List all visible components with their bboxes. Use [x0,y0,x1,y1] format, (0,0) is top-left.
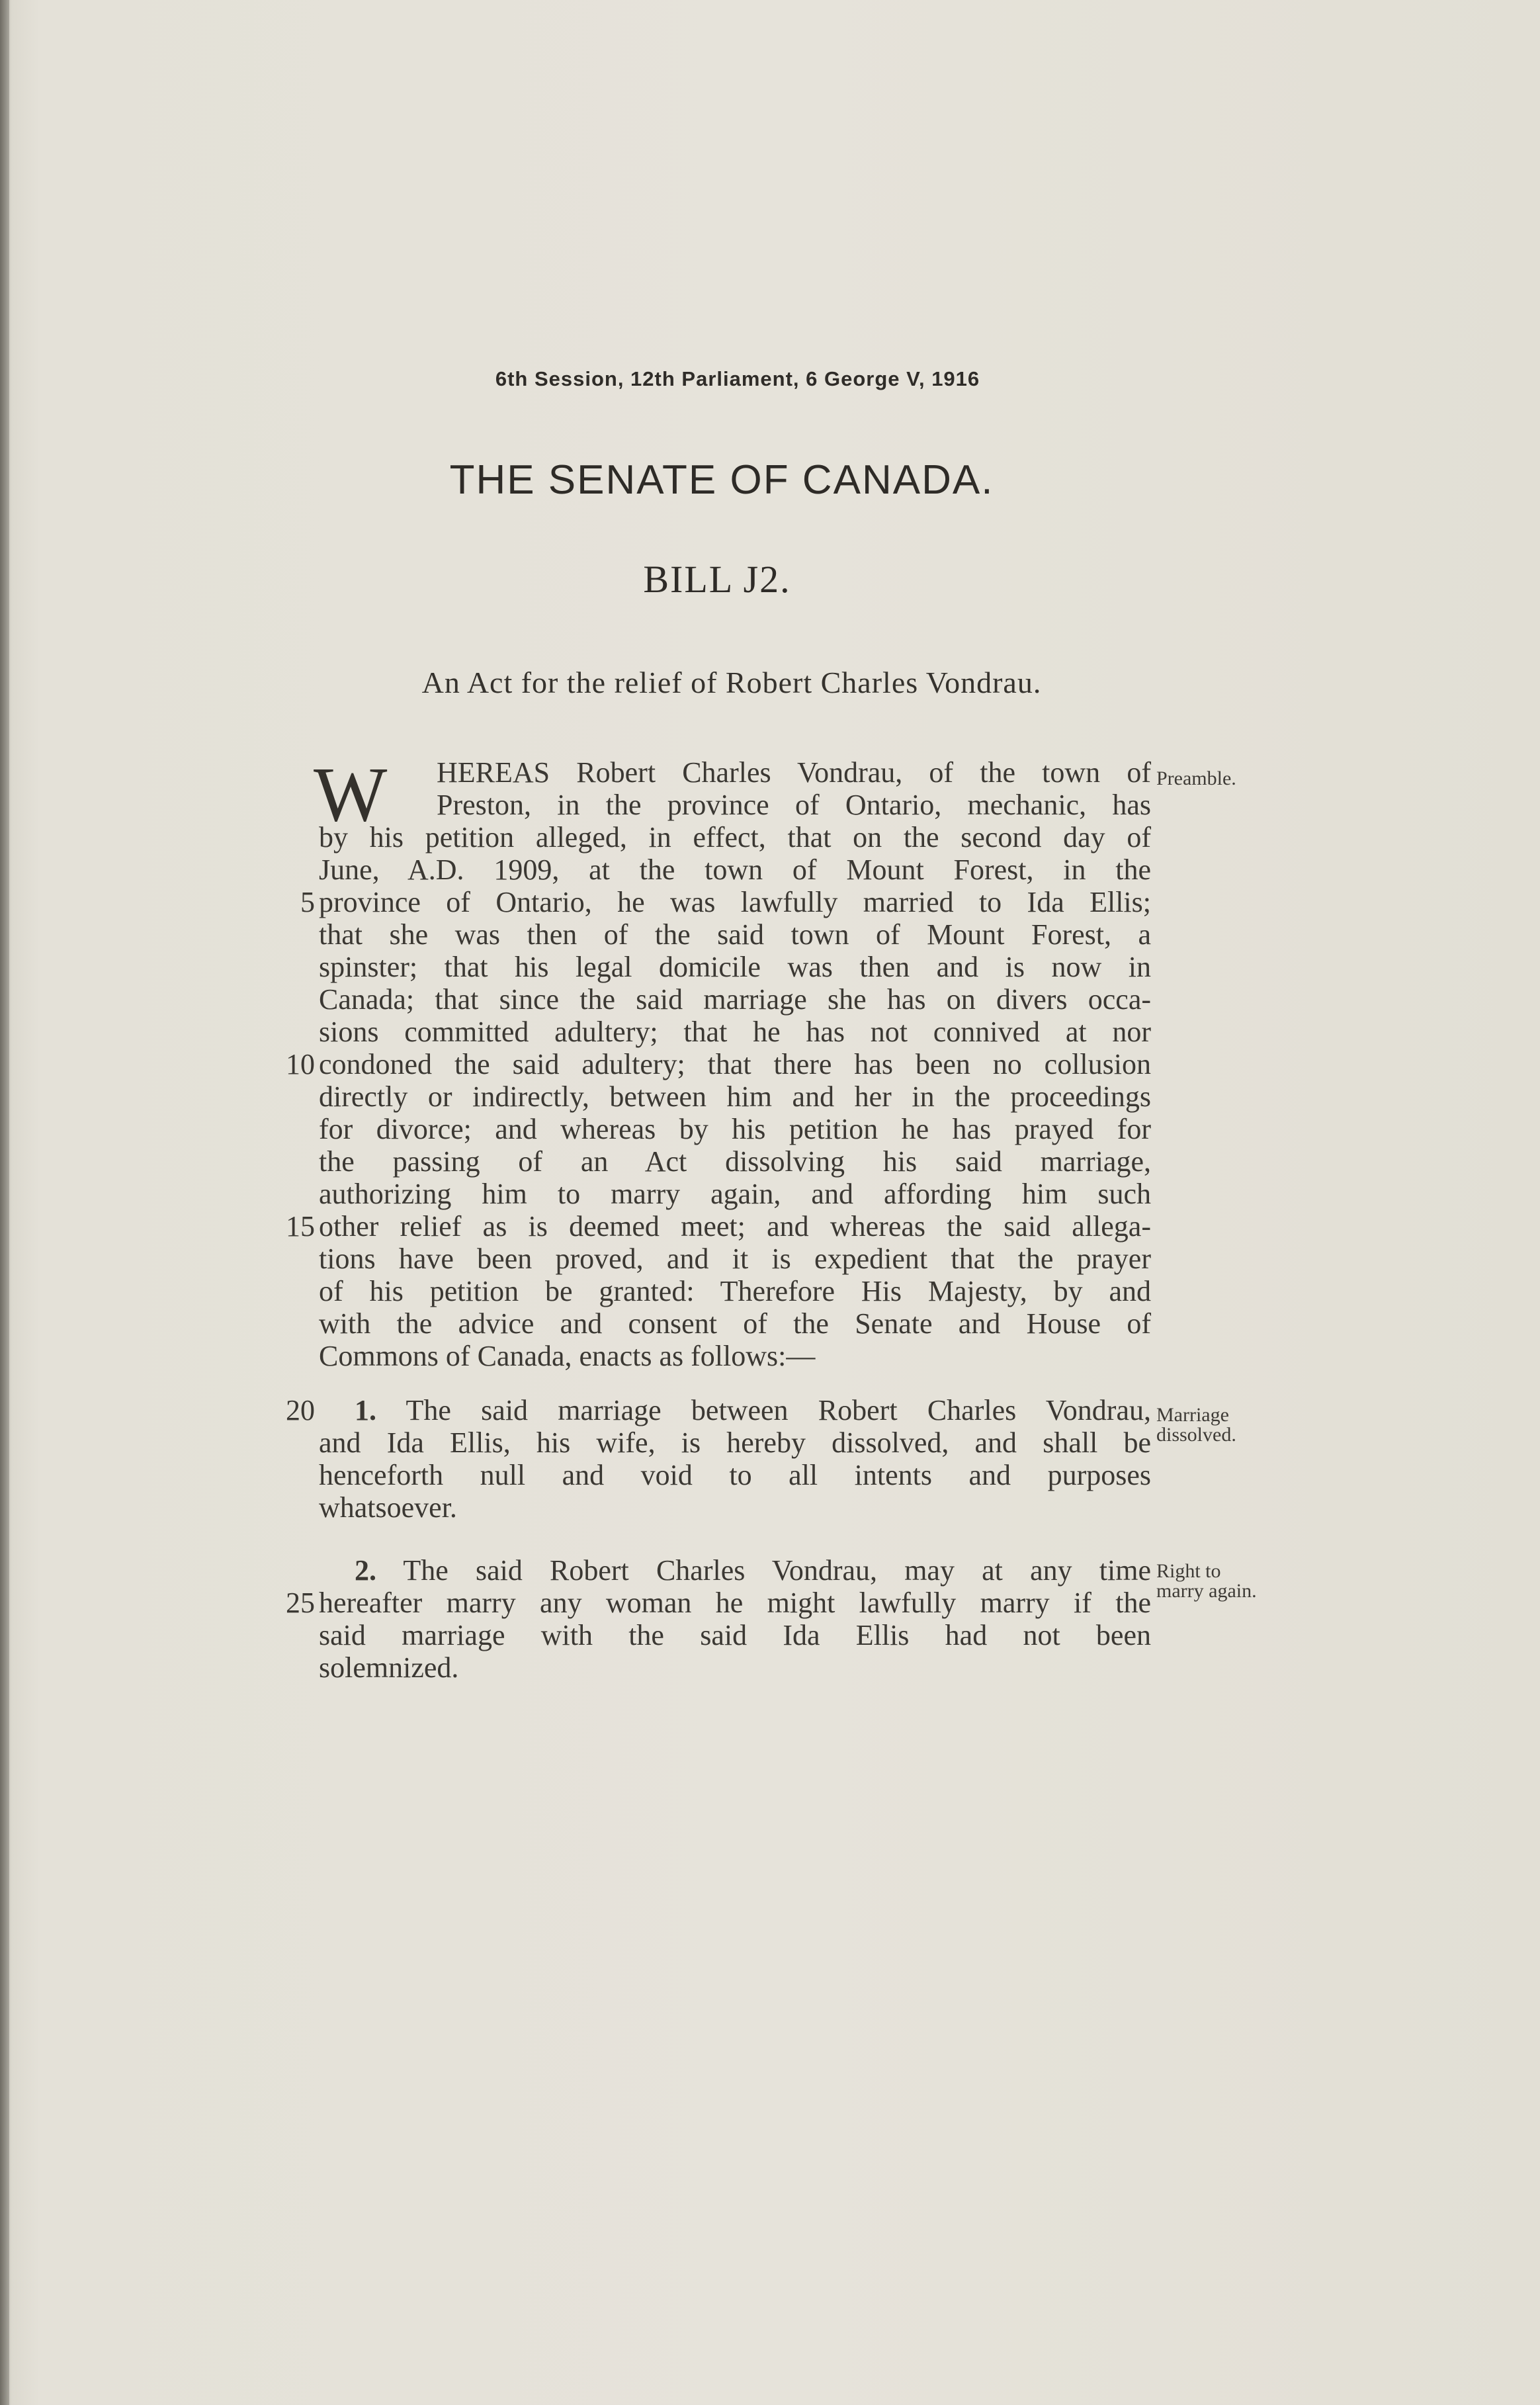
preamble-line-19: Commons of Canada, enacts as follows:— [319,1340,816,1372]
preamble-line-2: Preston, in the province of Ontario, mechanic, has [437,789,1151,821]
preamble-line-6: that she was then of the said town of Mount Forest, a [319,918,1151,951]
preamble-line-1: HEREAS Robert Charles Vondrau, of the town of [437,756,1151,789]
preamble-line-10: condoned the said adultery; that there has been no collusion [319,1048,1151,1080]
preamble-line-9: sions committed adultery; that he has not connived at nor [319,1016,1151,1048]
bill-title: BILL J2. [643,558,791,601]
margin-note-marriage: Marriage [1156,1404,1229,1426]
section1-first-line: The said marriage between Robert Charles Vondrau, [376,1394,1151,1426]
section1-number: 1. [355,1394,376,1426]
section2-line-1 [355,1555,1151,1587]
margin-note-right-to: Right to [1156,1560,1221,1582]
preamble-line-11: directly or indirectly, between him and her in the proceedings [319,1080,1151,1113]
section2-line-2: hereafter marry any woman he might lawfully marry if the [319,1587,1151,1619]
preamble-line-13: the passing of an Act dissolving his said marriage, [319,1145,1151,1178]
section1-line-2: and Ida Ellis, his wife, is hereby dissolved, and shall be [319,1426,1151,1459]
preamble-line-5: province of Ontario, he was lawfully married to Ida Ellis; [319,886,1151,918]
preamble-line-3: by his petition alleged, in effect, that on the second day of [319,821,1151,853]
preamble-line-17: of his petition be granted: Therefore His Majesty, by and [319,1275,1151,1307]
preamble-line-12: for divorce; and whereas by his petition he has prayed for [319,1113,1151,1145]
preamble-line-7: spinster; that his legal domicile was then and is now in [319,951,1151,983]
preamble-line-15: other relief as is deemed meet; and whereas the said allega- [319,1210,1151,1243]
preamble-line-16: tions have been proved, and it is expedient that the prayer [319,1243,1151,1275]
section2-first-line: The said Robert Charles Vondrau, may at any time [376,1554,1151,1587]
act-subtitle: An Act for the relief of Robert Charles Vondrau. [421,666,1042,699]
preamble-dropcap: W [314,751,388,838]
margin-note-marry-again: marry again. [1156,1580,1257,1602]
line-number-25: 25 [286,1587,315,1619]
margin-note-dissolved: dissolved. [1156,1424,1236,1446]
margin-note-preamble: Preamble. [1156,767,1236,789]
section1-line-3: henceforth null and void to all intents and purposes [319,1459,1151,1491]
preamble-line-4: June, A.D. 1909, at the town of Mount Forest, in the [319,853,1151,886]
preamble-line-14: authorizing him to marry again, and affording him such [319,1178,1151,1210]
line-number-10: 10 [286,1048,315,1080]
line-number-20: 20 [286,1394,315,1426]
preamble-line-8: Canada; that since the said marriage she has on divers occa- [319,983,1151,1016]
session-line: 6th Session, 12th Parliament, 6 George V, 1916 [495,367,980,390]
line-number-15: 15 [286,1210,315,1243]
section1-line-1 [355,1395,1151,1426]
preamble-line-18: with the advice and consent of the Senate and House of [319,1307,1151,1340]
line-number-5: 5 [300,886,315,918]
section2-number: 2. [355,1554,376,1587]
section2-line-3: said marriage with the said Ida Ellis had not been [319,1619,1151,1651]
senate-title: THE SENATE OF CANADA. [449,457,994,503]
section1-line-4: whatsoever. [319,1491,457,1524]
section2-line-4: solemnized. [319,1651,459,1684]
page-spine-edge [0,0,9,2405]
